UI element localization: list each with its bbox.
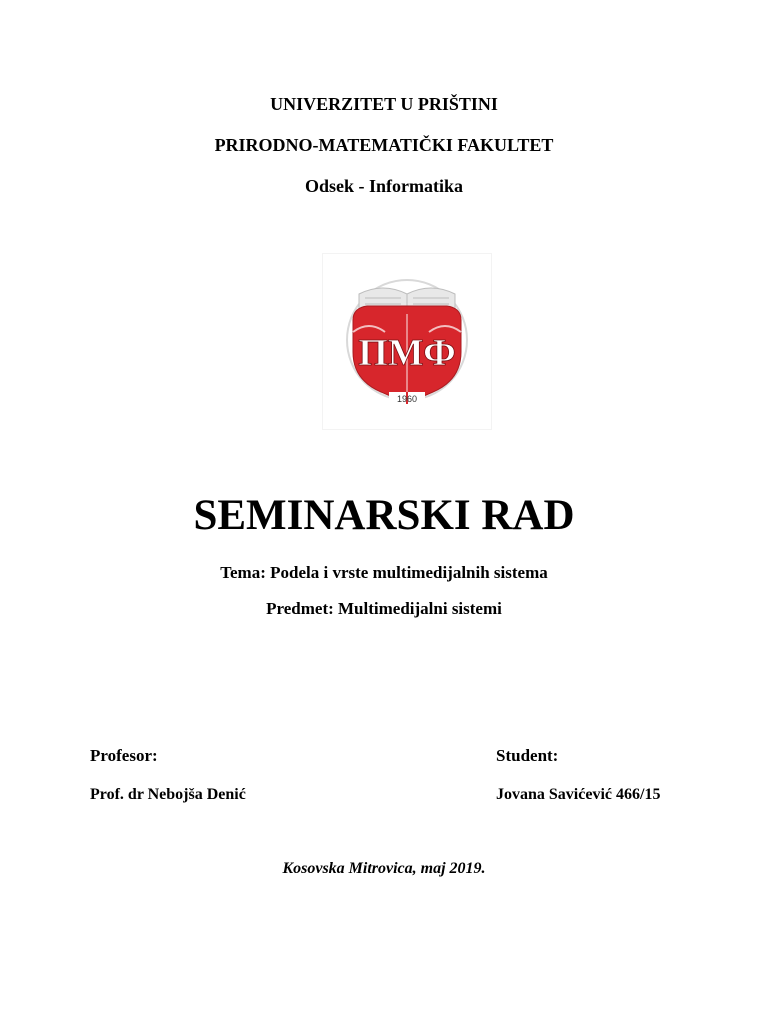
professor-name: Prof. dr Nebojša Denić (90, 786, 246, 803)
logo-letters: ПМФ (358, 332, 456, 374)
faculty-logo (322, 253, 492, 430)
topic-line: Tema: Podela i vrste multimedijalnih sistema (220, 563, 548, 582)
logo-year: 1960 (396, 394, 418, 404)
student-label: Student: (496, 746, 559, 765)
professor-label: Profesor: (90, 746, 158, 765)
place-and-date: Kosovska Mitrovica, maj 2019. (282, 860, 486, 877)
faculty-seal-icon (323, 254, 491, 429)
student-name: Jovana Savićević 466/15 (496, 786, 661, 803)
department-name: Odsek - Informatika (304, 176, 463, 196)
faculty-name: PRIRODNO-MATEMATIČKI FAKULTET (214, 135, 554, 155)
document-title: SEMINARSKI RAD (193, 492, 575, 539)
university-name: UNIVERZITET U PRIŠTINI (270, 94, 498, 114)
subject-line: Predmet: Multimedijalni sistemi (266, 599, 502, 618)
